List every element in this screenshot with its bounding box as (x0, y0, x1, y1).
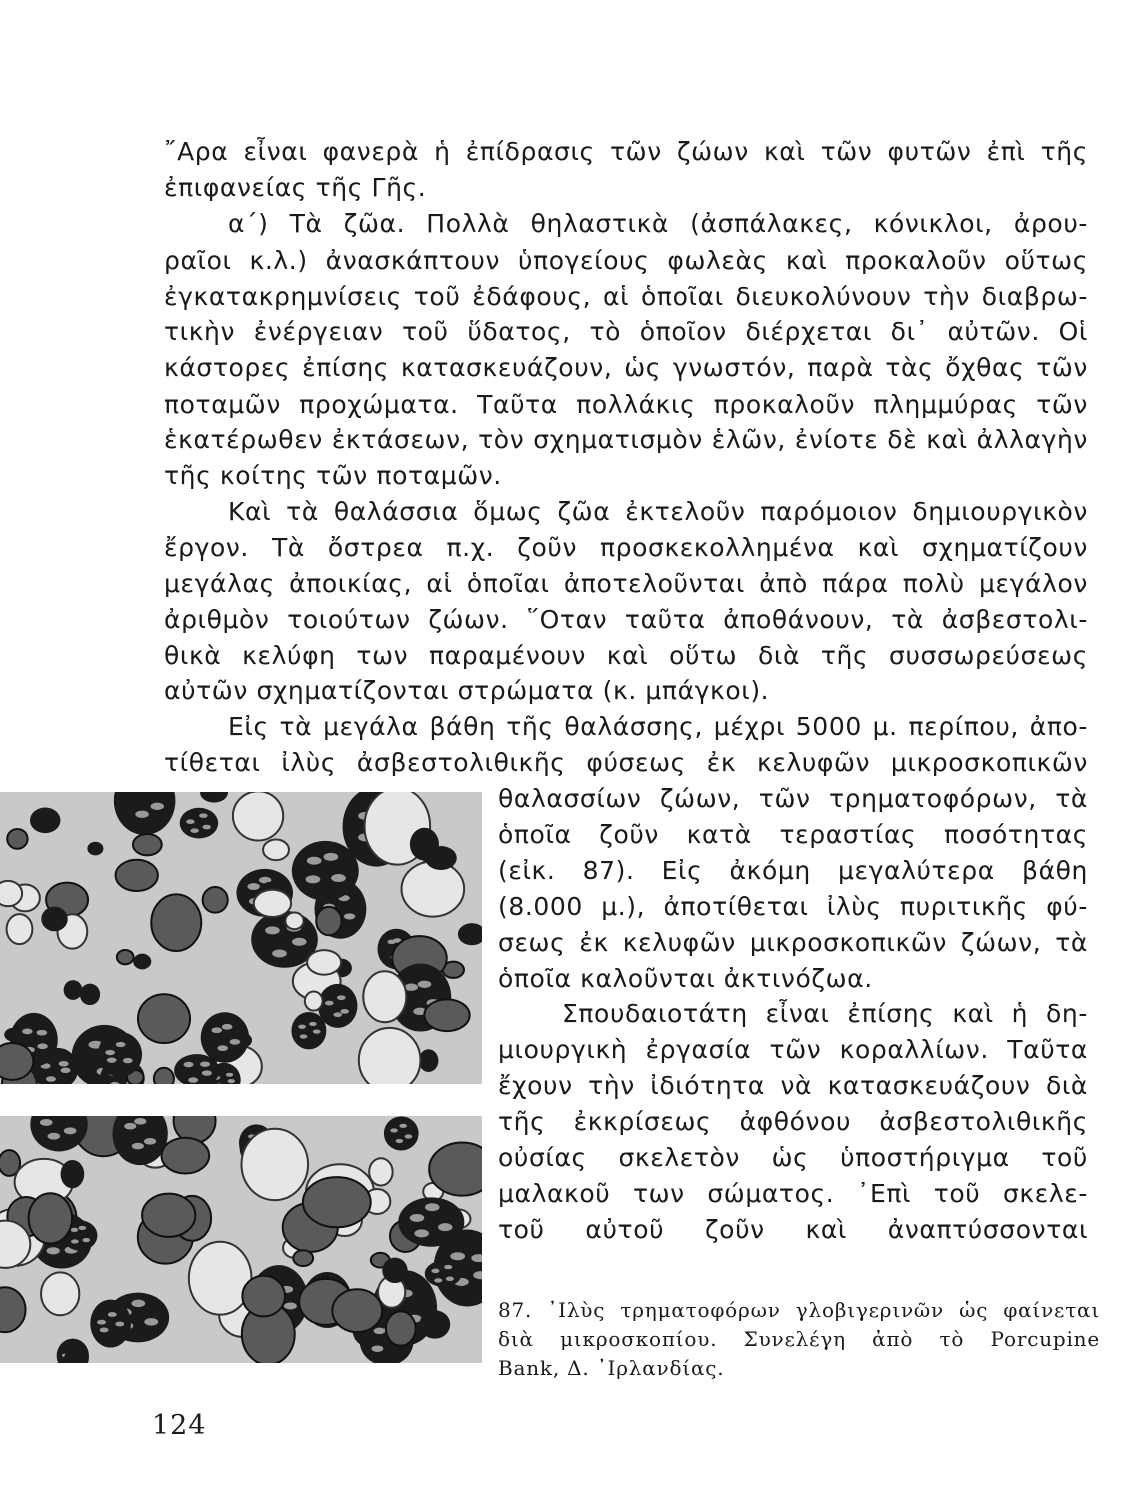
caption-line: 87. ᾿Ιλὺς τρηματοφόρων γλοβιγερινῶν ὡς φαίνεται (498, 1298, 1100, 1322)
column-line: θαλασσίων ζώων, τῶν τρηματοφόρων, τὰ (498, 784, 1088, 813)
shell-particle (203, 887, 228, 913)
shell-particle (382, 1258, 407, 1283)
shell-particle (424, 999, 469, 1031)
shell-particle (419, 1049, 439, 1072)
shell-particle (0, 1287, 26, 1332)
shell-particle (189, 1242, 252, 1315)
shell-particle (293, 1250, 313, 1266)
body-line: τίθεται ἰλὺς ἀσβεστολιθικῆς φύσεως ἐκ κελυφῶν μικροσκοπικῶν (164, 748, 1088, 777)
shell-particle (369, 1158, 392, 1185)
shell-particle (241, 1129, 308, 1200)
shell-particle (29, 1193, 73, 1243)
shell-particle (0, 1043, 33, 1080)
body-line: θικὰ κελύφη των παραμένουν καὶ οὕτω διὰ τῆς συσσωρεύσεως (164, 641, 1088, 670)
shell-particle (359, 1028, 421, 1084)
body-line: τῆς κοίτης τῶν ποταμῶν. (164, 461, 502, 490)
shell-particle (161, 1138, 209, 1174)
body-line: αὐτῶν σχηματίζονται στρώματα (κ. μπάγκοι). (164, 676, 770, 705)
micrograph-photo-lower (0, 1116, 482, 1363)
shell-particle (384, 1116, 419, 1150)
shell-particle (316, 907, 341, 935)
shell-particle (30, 808, 61, 834)
body-line: ἔργον. Τὰ ὄστρεα π.χ. ζοῦν προσκεκολλημένα καὶ σχηματίζουν (164, 533, 1088, 562)
shell-particle (363, 971, 406, 1022)
body-line: μεγάλας ἀποικίας, αἱ ὁποῖαι ἀποτελοῦνται ἀπὸ πάρα πολὺ μεγάλον (164, 569, 1088, 598)
shell-particle (80, 984, 100, 1005)
shell-particle (386, 1311, 416, 1345)
column-line: σεως ἐκ κελυφῶν μικροσκοπικῶν ζώων, τὰ (498, 928, 1088, 957)
caption-line: Bank, Δ. ᾿Ιρλανδίας. (498, 1356, 725, 1380)
body-line: ποταμῶν προχώματα. Ταῦτα πολλάκις προκαλοῦν πλημμύρας τῶν (164, 390, 1088, 419)
shell-particle (307, 950, 341, 975)
micrograph-photo-upper (0, 792, 482, 1084)
body-line: ῎Αρα εἶναι φανερὰ ἡ ἐπίδρασις τῶν ζώων καὶ τῶν φυτῶν ἐπὶ τῆς (164, 137, 1088, 166)
column-line: τῆς ἐκκρίσεως ἀφθόνου ἀσβεστολιθικῆς (498, 1107, 1088, 1136)
shell-particle (458, 923, 482, 945)
shell-particle (254, 890, 291, 917)
body-line: ραῖοι κ.λ.) ἀνασκάπτουν ὑπογείους φωλεὰς καὶ προκαλοῦν οὕτως (164, 246, 1088, 275)
shell-particle (291, 1012, 326, 1049)
shell-particle (233, 792, 283, 841)
column-line: μιουργικὴ ἐργασία τῶν κοραλλίων. Ταῦτα (498, 1035, 1088, 1064)
shell-particle (116, 860, 158, 891)
body-line: ἐγκατακρημνίσεις τοῦ ἐδάφους, αἱ ὁποῖαι διευκολύνουν τὴν διαβρω- (164, 282, 1088, 311)
body-line: τικὴν ἐνέργειαν τοῦ ὕδατος, τὸ ὁποῖον διέρχεται δι᾿ αὐτῶν. Οἱ (164, 317, 1088, 346)
figure-caption (498, 1296, 1100, 1383)
body-line: ἑκατέρωθεν ἐκτάσεων, τὸν σχηματισμὸν ἑλῶν, ἐνίοτε δὲ καὶ ἀλλαγὴν (164, 425, 1088, 454)
shell-particle (7, 914, 33, 944)
body-line: α΄) Τὰ ζῶα. Πολλὰ θηλαστικὰ (ἀσπάλακες, κόνικλοι, ἀρου- (228, 209, 1088, 238)
column-line: Σπουδαιοτάτη εἶναι ἐπίσης καὶ ἡ δη- (562, 999, 1088, 1028)
shell-particle (138, 994, 190, 1043)
shell-particle (64, 980, 83, 1000)
shell-particle (201, 1012, 249, 1063)
shell-particle (41, 907, 67, 932)
shell-particle (402, 861, 465, 916)
shell-particle (425, 1261, 462, 1287)
shell-particle (154, 1068, 174, 1084)
shell-particle (87, 842, 103, 856)
shell-particle (420, 1310, 451, 1338)
shell-particle (242, 1276, 285, 1317)
body-line: κάστορες ἐπίσης κατασκευάζουν, ὡς γνωστόν, παρὰ τὰς ὄχθας τῶν (164, 353, 1088, 382)
body-line: Καὶ τὰ θαλάσσια ὅμως ζῶα ἐκτελοῦν παρόμοιον δημιουργικὸν (228, 497, 1088, 526)
shell-particle (200, 792, 228, 802)
shell-particle (292, 841, 359, 901)
shell-particle (133, 954, 151, 970)
shell-particle (133, 834, 162, 855)
shell-particle (303, 1177, 371, 1227)
column-line: (εἰκ. 87). Εἰς ἀκόμη μεγαλύτερα βάθη (498, 856, 1088, 885)
shell-particle (180, 808, 219, 839)
shell-particle (117, 950, 134, 964)
shell-particle (332, 1289, 382, 1332)
shell-particle (90, 1300, 131, 1348)
body-line: ἀριθμὸν τοιούτων ζώων. ῞Οταν ταῦτα ἀποθάνουν, τὰ ἀσβεστολι- (164, 605, 1088, 634)
column-line: (8.000 μ.), ἀποτίθεται ἰλὺς πυριτικῆς φύ- (498, 892, 1088, 921)
column-line: οὐσίας σκελετὸν ὡς ὑποστήριγμα τοῦ (498, 1143, 1088, 1172)
column-line: μαλακοῦ των σώματος. ᾿Επὶ τοῦ σκελε- (498, 1179, 1088, 1208)
shell-particle (98, 1032, 142, 1077)
caption-line: διὰ μικροσκοπίου. Συνελέγη ἀπὸ τὸ Porcupine (498, 1327, 1100, 1351)
body-line: Εἰς τὰ μεγάλα βάθη τῆς θαλάσσης, μέχρι 5000 μ. περίπου, ἀπο- (228, 712, 1088, 741)
shell-particle (305, 991, 323, 1010)
body-line: ἐπιφανείας τῆς Γῆς. (164, 173, 427, 202)
page-number: 124 (152, 1410, 207, 1441)
column-line: ὁποῖα ζοῦν κατὰ τεραστίας ποσότητας (498, 820, 1088, 849)
shell-particle (61, 1160, 85, 1188)
shell-particle (285, 912, 303, 929)
shell-particle (398, 1197, 464, 1246)
shell-particle (429, 1143, 482, 1196)
column-line: ἔχουν τὴν ἰδιότητα νὰ κατασκευάζουν διὰ (498, 1071, 1088, 1100)
shell-particle (142, 1194, 195, 1237)
shell-particle (263, 840, 289, 861)
shell-particle (7, 829, 27, 849)
shell-particle (30, 1116, 87, 1151)
shell-particle (151, 894, 201, 951)
column-line: ὁποῖα καλοῦνται ἀκτινόζωα. (498, 964, 873, 993)
shell-particle (41, 1272, 79, 1315)
column-line: τοῦ αὐτοῦ ζοῦν καὶ ἀναπτύσσονται (498, 1215, 1088, 1244)
shell-particle (410, 828, 439, 861)
shell-particle (0, 881, 22, 906)
